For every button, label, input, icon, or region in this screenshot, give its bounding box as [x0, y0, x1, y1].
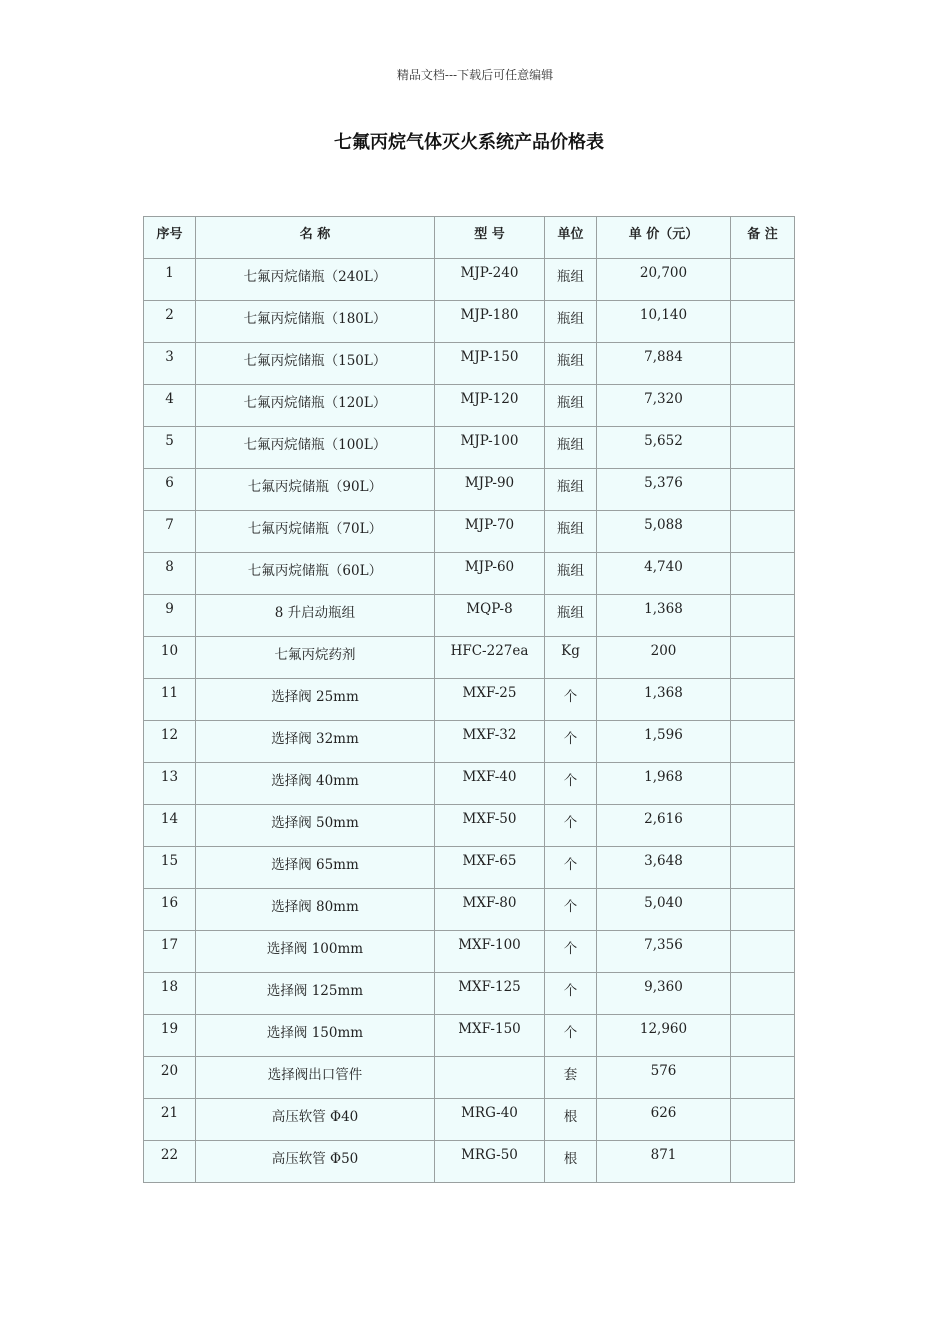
table-row — [144, 805, 795, 847]
cell-note — [731, 301, 795, 343]
table-row — [144, 1141, 795, 1183]
cell-product-name: 8 升启动瓶组 — [196, 595, 435, 637]
cell-unit-price: 200 — [597, 637, 731, 679]
cell-model: MJP-70 — [435, 511, 545, 553]
header-no: 序号 — [144, 217, 196, 259]
cell-product-name: 选择阀 25mm — [196, 679, 435, 721]
cell-unit: 瓶组 — [545, 259, 597, 301]
cell-unit: 根 — [545, 1099, 597, 1141]
cell-unit-price: 2,616 — [597, 805, 731, 847]
cell-product-name: 选择阀出口管件 — [196, 1057, 435, 1099]
cell-model: MXF-100 — [435, 931, 545, 973]
cell-unit-price: 5,088 — [597, 511, 731, 553]
table-row — [144, 931, 795, 973]
table-row — [144, 511, 795, 553]
cell-note — [731, 847, 795, 889]
header-row — [144, 217, 795, 259]
table-row — [144, 763, 795, 805]
cell-note — [731, 595, 795, 637]
cell-note — [731, 1057, 795, 1099]
cell-unit: 个 — [545, 973, 597, 1015]
cell-model: MXF-32 — [435, 721, 545, 763]
cell-row-no: 18 — [144, 973, 196, 1015]
cell-note — [731, 511, 795, 553]
cell-model: MJP-240 — [435, 259, 545, 301]
cell-unit-price: 10,140 — [597, 301, 731, 343]
cell-unit-price: 9,360 — [597, 973, 731, 1015]
table-row — [144, 595, 795, 637]
cell-unit-price: 12,960 — [597, 1015, 731, 1057]
header-note: 精品文档---下载后可任意编辑 — [396, 68, 554, 82]
cell-product-name: 选择阀 32mm — [196, 721, 435, 763]
cell-unit-price: 1,968 — [597, 763, 731, 805]
cell-note — [731, 427, 795, 469]
cell-row-no: 3 — [144, 343, 196, 385]
cell-unit: 个 — [545, 931, 597, 973]
cell-model: MXF-40 — [435, 763, 545, 805]
cell-row-no: 7 — [144, 511, 196, 553]
cell-unit-price: 3,648 — [597, 847, 731, 889]
header-unit: 单位 — [545, 217, 597, 259]
cell-product-name: 选择阀 40mm — [196, 763, 435, 805]
cell-unit-price: 1,368 — [597, 679, 731, 721]
cell-note — [731, 553, 795, 595]
header-model: 型 号 — [435, 217, 545, 259]
table-row — [144, 1099, 795, 1141]
cell-product-name: 七氟丙烷储瓶（70L） — [196, 511, 435, 553]
table-header — [144, 217, 795, 259]
cell-unit-price: 20,700 — [597, 259, 731, 301]
table-row — [144, 259, 795, 301]
document-title: 七氟丙烷气体灭火系统产品价格表 — [334, 132, 604, 153]
cell-unit: 瓶组 — [545, 469, 597, 511]
cell-model: MXF-65 — [435, 847, 545, 889]
cell-note — [731, 931, 795, 973]
cell-note — [731, 889, 795, 931]
cell-row-no: 15 — [144, 847, 196, 889]
cell-note — [731, 973, 795, 1015]
cell-product-name: 七氟丙烷储瓶（150L） — [196, 343, 435, 385]
cell-row-no: 17 — [144, 931, 196, 973]
cell-model: MRG-50 — [435, 1141, 545, 1183]
cell-row-no: 10 — [144, 637, 196, 679]
cell-row-no: 11 — [144, 679, 196, 721]
cell-note — [731, 637, 795, 679]
table-row — [144, 301, 795, 343]
cell-row-no: 20 — [144, 1057, 196, 1099]
cell-unit-price: 626 — [597, 1099, 731, 1141]
cell-model: MJP-150 — [435, 343, 545, 385]
cell-model: MXF-25 — [435, 679, 545, 721]
cell-row-no: 16 — [144, 889, 196, 931]
cell-row-no: 1 — [144, 259, 196, 301]
cell-row-no: 19 — [144, 1015, 196, 1057]
cell-unit-price: 5,376 — [597, 469, 731, 511]
cell-note — [731, 259, 795, 301]
cell-note — [731, 343, 795, 385]
cell-model: MJP-180 — [435, 301, 545, 343]
cell-row-no: 22 — [144, 1141, 196, 1183]
cell-unit-price: 5,040 — [597, 889, 731, 931]
cell-product-name: 选择阀 50mm — [196, 805, 435, 847]
table-body — [144, 259, 795, 1183]
cell-row-no: 5 — [144, 427, 196, 469]
cell-product-name: 选择阀 125mm — [196, 973, 435, 1015]
cell-row-no: 2 — [144, 301, 196, 343]
cell-unit-price: 1,368 — [597, 595, 731, 637]
cell-row-no: 14 — [144, 805, 196, 847]
cell-unit-price: 1,596 — [597, 721, 731, 763]
table-row — [144, 343, 795, 385]
table-row — [144, 679, 795, 721]
cell-unit: 个 — [545, 721, 597, 763]
table-row — [144, 427, 795, 469]
cell-unit: 根 — [545, 1141, 597, 1183]
cell-unit-price: 871 — [597, 1141, 731, 1183]
table-row — [144, 1015, 795, 1057]
header-note: 备 注 — [731, 217, 795, 259]
cell-model: MXF-80 — [435, 889, 545, 931]
price-table — [143, 216, 795, 1183]
cell-model: MRG-40 — [435, 1099, 545, 1141]
cell-product-name: 七氟丙烷储瓶（120L） — [196, 385, 435, 427]
cell-product-name: 选择阀 80mm — [196, 889, 435, 931]
cell-model: MXF-50 — [435, 805, 545, 847]
cell-note — [731, 721, 795, 763]
cell-model: MJP-100 — [435, 427, 545, 469]
cell-unit-price: 576 — [597, 1057, 731, 1099]
cell-unit: Kg — [545, 637, 597, 679]
cell-note — [731, 469, 795, 511]
cell-unit-price: 5,652 — [597, 427, 731, 469]
cell-unit: 瓶组 — [545, 511, 597, 553]
cell-note — [731, 1015, 795, 1057]
table-row — [144, 973, 795, 1015]
cell-row-no: 8 — [144, 553, 196, 595]
cell-unit: 瓶组 — [545, 427, 597, 469]
cell-unit: 个 — [545, 1015, 597, 1057]
cell-unit-price: 7,320 — [597, 385, 731, 427]
cell-product-name: 七氟丙烷储瓶（100L） — [196, 427, 435, 469]
table-row — [144, 721, 795, 763]
header-name: 名 称 — [196, 217, 435, 259]
cell-unit: 个 — [545, 889, 597, 931]
cell-row-no: 4 — [144, 385, 196, 427]
cell-unit: 瓶组 — [545, 343, 597, 385]
cell-product-name: 高压软管 Φ40 — [196, 1099, 435, 1141]
cell-unit: 个 — [545, 679, 597, 721]
cell-model: MJP-60 — [435, 553, 545, 595]
cell-unit: 个 — [545, 763, 597, 805]
table-row — [144, 1057, 795, 1099]
cell-note — [731, 763, 795, 805]
header-price: 单 价（元） — [597, 217, 731, 259]
cell-unit: 套 — [545, 1057, 597, 1099]
cell-unit: 瓶组 — [545, 595, 597, 637]
cell-unit: 瓶组 — [545, 385, 597, 427]
cell-row-no: 21 — [144, 1099, 196, 1141]
cell-row-no: 6 — [144, 469, 196, 511]
cell-product-name: 七氟丙烷储瓶（180L） — [196, 301, 435, 343]
cell-row-no: 9 — [144, 595, 196, 637]
cell-unit: 瓶组 — [545, 553, 597, 595]
cell-product-name: 选择阀 65mm — [196, 847, 435, 889]
table-row — [144, 889, 795, 931]
cell-model: MJP-90 — [435, 469, 545, 511]
table-row — [144, 553, 795, 595]
table-row — [144, 847, 795, 889]
cell-unit: 个 — [545, 847, 597, 889]
cell-product-name: 选择阀 100mm — [196, 931, 435, 973]
cell-product-name: 七氟丙烷储瓶（60L） — [196, 553, 435, 595]
cell-product-name: 高压软管 Φ50 — [196, 1141, 435, 1183]
cell-unit-price: 4,740 — [597, 553, 731, 595]
cell-row-no: 12 — [144, 721, 196, 763]
cell-product-name: 选择阀 150mm — [196, 1015, 435, 1057]
cell-model: MXF-125 — [435, 973, 545, 1015]
cell-unit: 瓶组 — [545, 301, 597, 343]
cell-note — [731, 679, 795, 721]
cell-note — [731, 1141, 795, 1183]
cell-row-no: 13 — [144, 763, 196, 805]
table-row — [144, 469, 795, 511]
cell-unit-price: 7,884 — [597, 343, 731, 385]
cell-model: MJP-120 — [435, 385, 545, 427]
cell-product-name: 七氟丙烷药剂 — [196, 637, 435, 679]
cell-unit-price: 7,356 — [597, 931, 731, 973]
table-row — [144, 637, 795, 679]
cell-product-name: 七氟丙烷储瓶（90L） — [196, 469, 435, 511]
cell-note — [731, 385, 795, 427]
cell-unit: 个 — [545, 805, 597, 847]
cell-note — [731, 805, 795, 847]
cell-model — [435, 1057, 545, 1099]
cell-note — [731, 1099, 795, 1141]
cell-model: MXF-150 — [435, 1015, 545, 1057]
cell-model: MQP-8 — [435, 595, 545, 637]
cell-product-name: 七氟丙烷储瓶（240L） — [196, 259, 435, 301]
cell-model: HFC-227ea — [435, 637, 545, 679]
table-row — [144, 385, 795, 427]
